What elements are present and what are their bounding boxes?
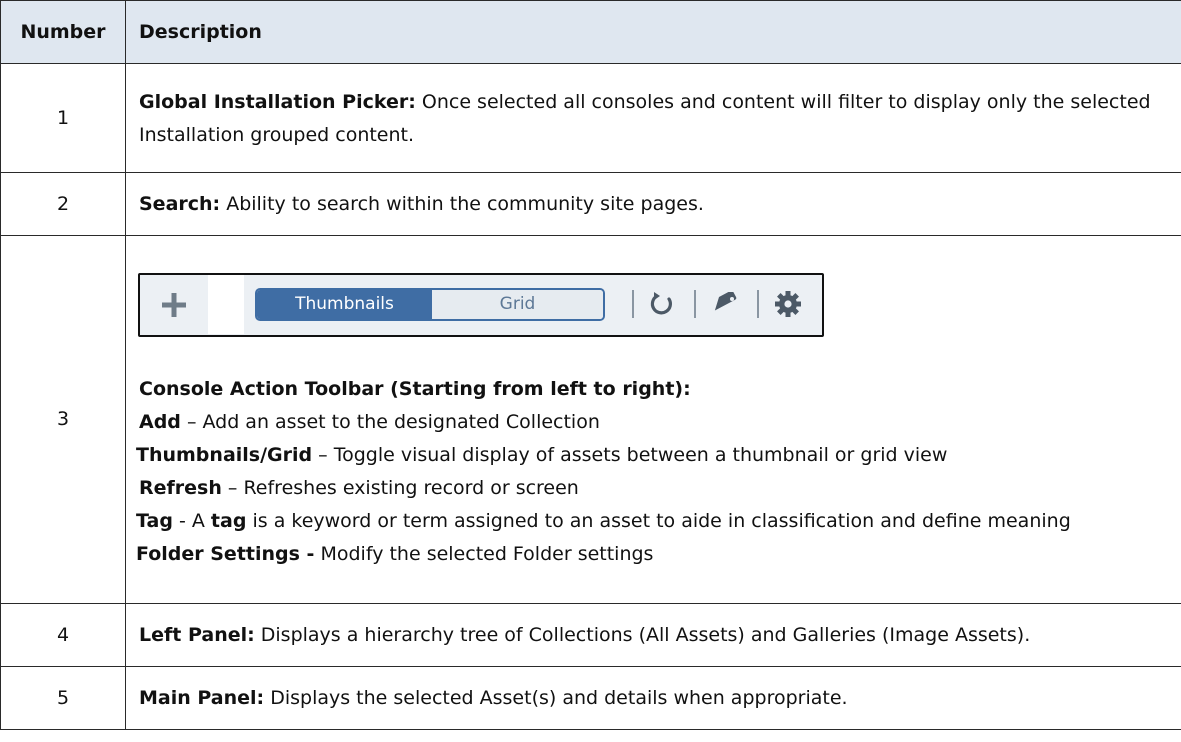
toolbar-divider: [632, 290, 634, 318]
item-text: is a keyword or term assigned to an asset to aide in classification and define meaning: [246, 510, 1071, 532]
toolbar-heading: Console Action Toolbar (Starting from left to right):: [139, 378, 691, 400]
toolbar-spacer: [208, 275, 244, 334]
row-term: Global Installation Picker:: [139, 91, 416, 113]
item-text: – Add an asset to the designated Collection: [180, 411, 600, 433]
table-row: [1, 64, 1181, 173]
gear-icon: [771, 287, 805, 321]
row-number: 4: [1, 604, 126, 667]
row-term: Left Panel:: [139, 623, 255, 646]
item-text: Modify the selected Folder settings: [314, 543, 654, 565]
plus-icon: [140, 275, 208, 334]
item-text: - A: [172, 510, 211, 532]
list-item: [139, 472, 1181, 505]
toolbar-divider: [694, 290, 696, 318]
item-text: – Refreshes existing record or screen: [221, 477, 579, 499]
row-description: [126, 173, 1181, 236]
row-text: Ability to search within the community site pages.: [220, 192, 704, 215]
row-number: 2: [1, 173, 126, 236]
tag-icon: [708, 287, 742, 321]
row-number: 1: [1, 64, 126, 173]
row-text: Displays the selected Asset(s) and details when appropriate.: [264, 686, 848, 709]
row-text: Once selected all consoles and content will filter to display only the selected Installation grouped content.: [139, 91, 1151, 146]
list-item: [136, 538, 1181, 571]
grid-toggle: Grid: [432, 290, 603, 319]
table-header-row: [1, 1, 1181, 64]
row-number: 3: [1, 236, 126, 604]
item-text: – Toggle visual display of assets between a thumbnail or grid view: [312, 444, 948, 466]
view-toggle: [255, 288, 605, 321]
header-description: Description: [126, 1, 1181, 64]
item-term: Thumbnails/Grid: [136, 444, 313, 466]
table-row: [1, 236, 1181, 604]
thumbnails-toggle: Thumbnails: [257, 290, 432, 319]
item-term: Tag: [136, 510, 173, 532]
row-description: [126, 667, 1181, 730]
toolbar-divider: [757, 290, 759, 318]
row-term: Search:: [139, 192, 221, 215]
row-description: [126, 236, 1181, 604]
item-term: Refresh: [139, 477, 222, 499]
row-text: Displays a hierarchy tree of Collections (All Assets) and Galleries (Image Assets).: [254, 623, 1031, 646]
table-row: [1, 604, 1181, 667]
row-number: 5: [1, 667, 126, 730]
header-number: Number: [1, 1, 126, 64]
table-row: [1, 667, 1181, 730]
table-row: [1, 173, 1181, 236]
list-item: [139, 406, 1181, 439]
item-term: Add: [139, 411, 181, 433]
list-item: [136, 505, 1181, 538]
row-description: [126, 64, 1181, 173]
console-action-toolbar-image: [138, 273, 824, 337]
item-term: Folder Settings -: [136, 543, 315, 565]
list-item: [136, 439, 1181, 472]
refresh-icon: [645, 287, 679, 321]
row-term: Main Panel:: [139, 686, 265, 709]
item-term: tag: [210, 510, 247, 532]
row-description: [126, 604, 1181, 667]
